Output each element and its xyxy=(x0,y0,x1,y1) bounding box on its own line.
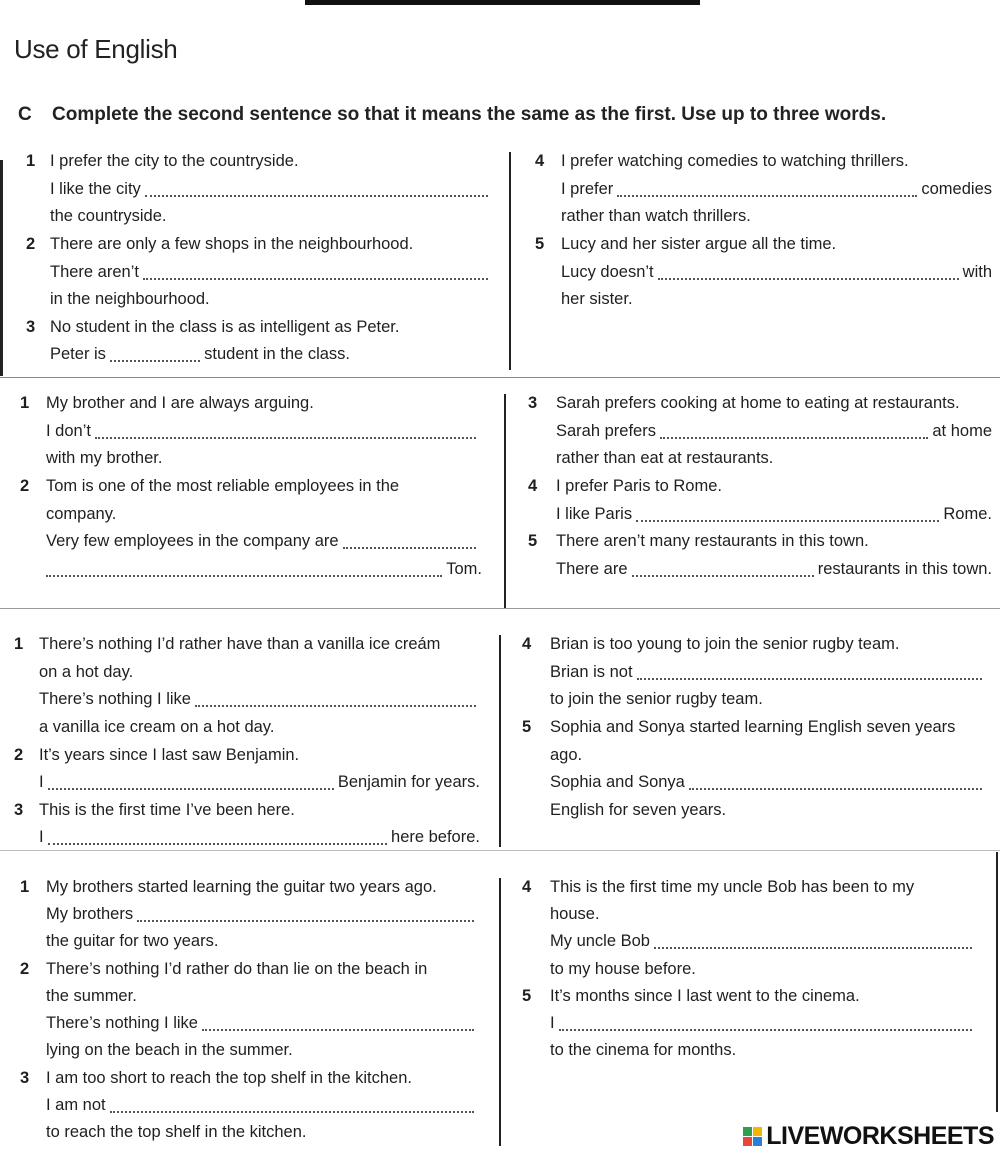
question-number: 5 xyxy=(535,235,545,253)
right-column xyxy=(535,148,992,376)
answer-suffix: Tom. xyxy=(446,560,482,578)
original-sentence: Sarah prefers cooking at home to eating at restaurants. xyxy=(556,394,960,412)
answer-suffix: Rome. xyxy=(943,505,992,523)
original-sentence: I prefer watching comedies to watching thrillers. xyxy=(561,152,909,170)
answer-suffix: at home xyxy=(932,422,992,440)
question-number: 2 xyxy=(20,960,30,978)
left-column xyxy=(26,148,492,376)
answer-prefix: I xyxy=(39,828,44,846)
exercise-section-4 xyxy=(0,874,1000,1149)
answer-blank[interactable] xyxy=(660,421,928,439)
answer-suffix: student in the class. xyxy=(204,345,350,363)
question-number: 4 xyxy=(522,635,532,653)
answer-prefix: There are xyxy=(556,560,628,578)
question-number: 4 xyxy=(528,477,538,495)
right-column xyxy=(528,390,992,605)
answer-suffix: comedies xyxy=(921,180,992,198)
question-number: 1 xyxy=(20,878,30,896)
answer-blank[interactable] xyxy=(202,1013,474,1031)
answer-prefix: I prefer xyxy=(561,180,614,198)
answer-blank[interactable] xyxy=(654,931,972,949)
original-sentence: This is the first time I’ve been here. xyxy=(39,801,295,819)
original-sentence: There aren’t many restaurants in this town. xyxy=(556,532,869,550)
original-sentence: I prefer the city to the countryside. xyxy=(50,152,299,170)
answer-continuation: in the neighbourhood. xyxy=(50,290,210,308)
answer-continuation: lying on the beach in the summer. xyxy=(46,1041,293,1059)
question-number: 2 xyxy=(14,746,24,764)
answer-suffix: restaurants in this town. xyxy=(817,560,992,578)
answer-blank[interactable] xyxy=(343,531,476,549)
original-sentence: There are only a few shops in the neighbourhood. xyxy=(50,235,414,253)
right-column xyxy=(522,874,990,1149)
logo-square xyxy=(743,1127,752,1136)
answer-blank[interactable] xyxy=(110,1095,474,1113)
section-separator xyxy=(0,377,1000,378)
answer-prefix: My uncle Bob xyxy=(550,932,650,950)
answer-blank[interactable] xyxy=(110,344,200,362)
answer-continuation: rather than eat at restaurants. xyxy=(556,449,774,467)
answer-prefix: I xyxy=(39,773,44,791)
question-number: 1 xyxy=(20,394,30,412)
answer-prefix: Very few employees in the company are xyxy=(46,532,339,550)
question-number: 2 xyxy=(20,477,30,495)
answer-continuation: to the cinema for months. xyxy=(550,1041,737,1059)
answer-suffix: with xyxy=(962,263,992,281)
logo-grid-icon xyxy=(743,1127,762,1146)
answer-continuation: to my house before. xyxy=(550,960,696,978)
exercise-section-1 xyxy=(0,148,1000,376)
original-sentence: I prefer Paris to Rome. xyxy=(556,477,722,495)
answer-suffix: Benjamin for years. xyxy=(337,773,480,791)
original-sentence: It’s years since I last saw Benjamin. xyxy=(39,746,300,764)
original-sentence: It’s months since I last went to the cinema. xyxy=(550,987,860,1005)
original-sentence: This is the first time my uncle Bob has been to my xyxy=(550,878,915,896)
answer-blank[interactable] xyxy=(689,772,982,790)
answer-prefix: Lucy doesn’t xyxy=(561,263,654,281)
question-number: 4 xyxy=(535,152,545,170)
answer-suffix: here before. xyxy=(391,828,480,846)
answer-prefix: I like Paris xyxy=(556,505,633,523)
original-sentence: There’s nothing I’d rather have than a vanilla ice creám xyxy=(39,635,441,653)
answer-continuation: with my brother. xyxy=(46,449,163,467)
question-number: 5 xyxy=(528,532,538,550)
answer-continuation: to reach the top shelf in the kitchen. xyxy=(46,1123,307,1141)
exercise-section-2 xyxy=(0,390,1000,605)
original-sentence-cont: the summer. xyxy=(46,987,137,1005)
logo-square xyxy=(753,1137,762,1146)
column-divider xyxy=(499,635,501,847)
margin-line xyxy=(0,160,3,376)
answer-blank[interactable] xyxy=(195,689,476,707)
column-divider xyxy=(499,878,501,1146)
answer-prefix: I am not xyxy=(46,1096,106,1114)
answer-continuation: the guitar for two years. xyxy=(46,932,219,950)
right-column xyxy=(522,631,992,846)
question-number: 3 xyxy=(20,1069,30,1087)
column-divider xyxy=(504,394,506,608)
left-column xyxy=(14,631,480,846)
answer-prefix: Brian is not xyxy=(550,663,633,681)
instruction-text: Complete the second sentence so that it means the same as the first. Use up to three words. xyxy=(52,104,887,125)
answer-blank[interactable] xyxy=(48,827,387,845)
answer-prefix: There aren’t xyxy=(50,263,139,281)
question-number: 2 xyxy=(26,235,36,253)
instruction-letter: C xyxy=(18,104,32,125)
answer-continuation: to join the senior rugby team. xyxy=(550,690,763,708)
original-sentence: Tom is one of the most reliable employees in the xyxy=(46,477,400,495)
instruction xyxy=(18,104,886,126)
answer-blank[interactable] xyxy=(559,1013,972,1031)
original-sentence-cont: on a hot day. xyxy=(39,663,134,681)
original-sentence: Sophia and Sonya started learning English seven years xyxy=(550,718,956,736)
answer-prefix: Peter is xyxy=(50,345,106,363)
answer-blank[interactable] xyxy=(48,772,334,790)
answer-blank[interactable] xyxy=(46,559,442,577)
answer-blank[interactable] xyxy=(145,179,488,197)
question-number: 1 xyxy=(14,635,24,653)
answer-prefix: Sarah prefers xyxy=(556,422,656,440)
left-column xyxy=(20,390,488,605)
original-sentence-cont: ago. xyxy=(550,746,583,764)
question-number: 5 xyxy=(522,987,532,1005)
answer-blank[interactable] xyxy=(632,559,814,577)
section-separator xyxy=(0,608,1000,609)
top-border-bar xyxy=(305,0,700,5)
answer-continuation: English for seven years. xyxy=(550,801,727,819)
question-number: 1 xyxy=(26,152,36,170)
answer-blank[interactable] xyxy=(617,179,917,197)
question-number: 3 xyxy=(26,318,36,336)
original-sentence: Brian is too young to join the senior rugby team. xyxy=(550,635,900,653)
original-sentence: My brothers started learning the guitar two years ago. xyxy=(46,878,437,896)
answer-prefix: There’s nothing I like xyxy=(46,1014,198,1032)
answer-prefix: Sophia and Sonya xyxy=(550,773,685,791)
answer-continuation: the countryside. xyxy=(50,207,167,225)
answer-blank[interactable] xyxy=(637,662,982,680)
answer-continuation: a vanilla ice cream on a hot day. xyxy=(39,718,275,736)
left-column xyxy=(20,874,482,1149)
original-sentence: I am too short to reach the top shelf in the kitchen. xyxy=(46,1069,412,1087)
column-divider xyxy=(509,152,511,370)
question-number: 4 xyxy=(522,878,532,896)
answer-continuation: rather than watch thrillers. xyxy=(561,207,751,225)
section-separator xyxy=(0,850,1000,851)
question-number: 3 xyxy=(14,801,24,819)
original-sentence-cont: company. xyxy=(46,505,117,523)
liveworksheets-logo[interactable] xyxy=(743,1122,994,1151)
answer-continuation: her sister. xyxy=(561,290,633,308)
answer-prefix: I don’t xyxy=(46,422,91,440)
answer-prefix: There’s nothing I like xyxy=(39,690,191,708)
question-number: 3 xyxy=(528,394,538,412)
original-sentence: My brother and I are always arguing. xyxy=(46,394,314,412)
question-number: 5 xyxy=(522,718,532,736)
logo-square xyxy=(753,1127,762,1136)
original-sentence: No student in the class is as intelligent as Peter. xyxy=(50,318,400,336)
original-sentence: There’s nothing I’d rather do than lie on the beach in xyxy=(46,960,428,978)
original-sentence: Lucy and her sister argue all the time. xyxy=(561,235,837,253)
answer-blank[interactable] xyxy=(636,504,939,522)
answer-blank[interactable] xyxy=(658,262,959,280)
answer-prefix: I like the city xyxy=(50,180,141,198)
answer-blank[interactable] xyxy=(95,421,476,439)
page-title: Use of English xyxy=(14,34,178,64)
original-sentence-cont: house. xyxy=(550,905,600,923)
logo-text: LIVEWORKSHEETS xyxy=(766,1122,994,1150)
exercise-section-3 xyxy=(0,631,1000,846)
answer-blank[interactable] xyxy=(137,904,474,922)
answer-prefix: My brothers xyxy=(46,905,134,923)
logo-square xyxy=(743,1137,752,1146)
answer-blank[interactable] xyxy=(143,262,488,280)
answer-prefix: I xyxy=(550,1014,555,1032)
